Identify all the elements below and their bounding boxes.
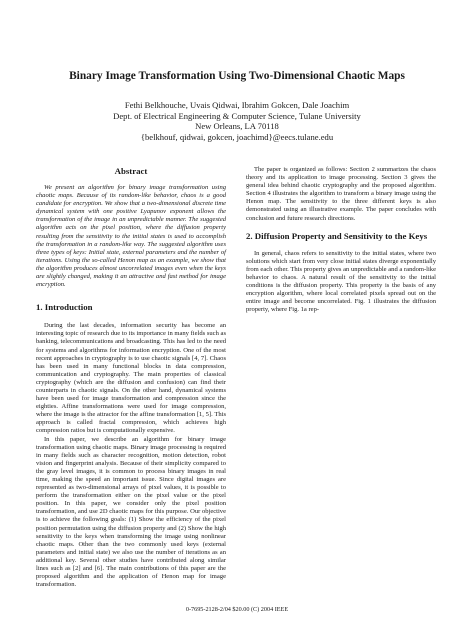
introduction-heading: 1. Introduction	[36, 302, 93, 313]
author-location: New Orleans, LA 70118	[195, 121, 279, 132]
intro-paragraph-2: In this paper, we describe an algorithm for binary image transformation using chaotic maps. Binary image processing is required in many fields such as character recognition, motion detection, robot vision and fingerprint analysis. Because of their simplicity compared to the gray level images, it is common to process binary images in real time, making the speed an important issue. Since digital images are represented as two-dimensional arrays of pixel values, it is possible to perform the transformation either on the pixel value or the pixel position. In this paper, we consider only the pixel position transformation, and use 2D chaotic maps for this purpose. Our objective is to achieve the following goals: (1) Show the efficiency of the pixel position permutation using the diffusion property and (2) Show the high sensitivity to the keys when transforming the image using nonlinear chaotic maps. Other than the two commonly used keys (external parameters and initial state) we also use the number of iterations as an additional key. Several other studies have contributed along similar lines such as [2] and [6]. The main contributions of this paper are the proposed algorithm and the application of Henon map for image transformation.	[36, 435, 226, 589]
left-column	[36, 166, 226, 589]
section-2-heading: 2. Diffusion Property and Sensitivity to the Keys	[246, 230, 428, 241]
intro-paragraph-1: During the last decades, information security has become an interesting topic of research due to its importance in many fields such as banking, telecommunications and broadcasting. This has led to the need for systems and algorithms for information encryption. One of the most recent approaches in cryptography is to use chaotic signals [4, 7]. Chaos has been used in many functional blocks in data compression, communication and cryptography. The main properties of classical cryptography (which are the diffusion and confusion) can find their counterparts in chaotic signals. On the other hand, dynamical systems have been used for image transformation and compression since the eighties. Affine transformations were used for image compression, where the image is the attractor for the affine transformation [1, 5]. This approach is called fractal compression, which achieves high compression ratios but is computationally expensive.	[36, 322, 226, 435]
author-block	[30, 100, 444, 142]
author-emails: {belkhouf, qidwai, gokcen, joachimd}@eecs.tulane.edu	[140, 131, 334, 142]
author-names: Fethi Belkhouche, Uvais Qidwai, Ibrahim Gokcen, Dale Joachim	[124, 100, 350, 110]
intro-paragraph-3: The paper is organized as follows: Section 2 summarizes the chaos theory and its application to image processing. Section 3 gives the general idea behind chaotic cryptography and the proposed algorithm. Section 4 illustrates the algorithm to transform a binary image using the Henon map. The sensitivity to the three different keys is also demonstrated using an illustrative example. The paper concludes with conclusion and future research directions.	[246, 166, 436, 222]
author-affiliation: Dept. of Electrical Engineering & Computer Science, Tulane University	[113, 110, 361, 121]
paper-title: Binary Image Transformation Using Two-Dimensional Chaotic Maps	[69, 70, 405, 82]
abstract-heading: Abstract	[114, 166, 148, 176]
abstract-text: We present an algorithm for binary image transformation using chaotic maps. Because of its random-like behavior, chaos is a good candidate for encryption. We show that a two-dimensional discrete time dynamical system with one positive Lyapunov exponent allows the transformation of the image in an unpredictable manner. The suggested algorithm acts on the pixel position, where the diffusion property resulting from the sensitivity to the initial states is used to accomplish the transformation in a random-like way. The suggested algorithm uses three types of keys: Initial state, external parameters and the number of iterations. Using the so-called Henon map as an example, we show that the algorithm produces almost uncorrelated images even when the keys are slightly changed, making it an attractive and fast method for image encryption.	[36, 184, 226, 289]
copyright-footer: 0-7695-2128-2/04 $20.00 (C) 2004 IEEE	[185, 606, 289, 613]
section-2-paragraph-1: In general, chaos refers to sensitivity to the initial states, where two solutions which start from very close initial states diverge exponentially from each other. This property gives an unpredictable and a random-like behavior to chaos. A natural result of the sensitivity to the initial conditions is the diffusion property. This property is the basis of any encryption algorithm, where local correlated pixels spread out on the entire image and become uncorrelated. Fig. 1 illustrates the diffusion property, where Fig. 1a rep-	[246, 249, 436, 314]
right-column	[246, 166, 436, 314]
